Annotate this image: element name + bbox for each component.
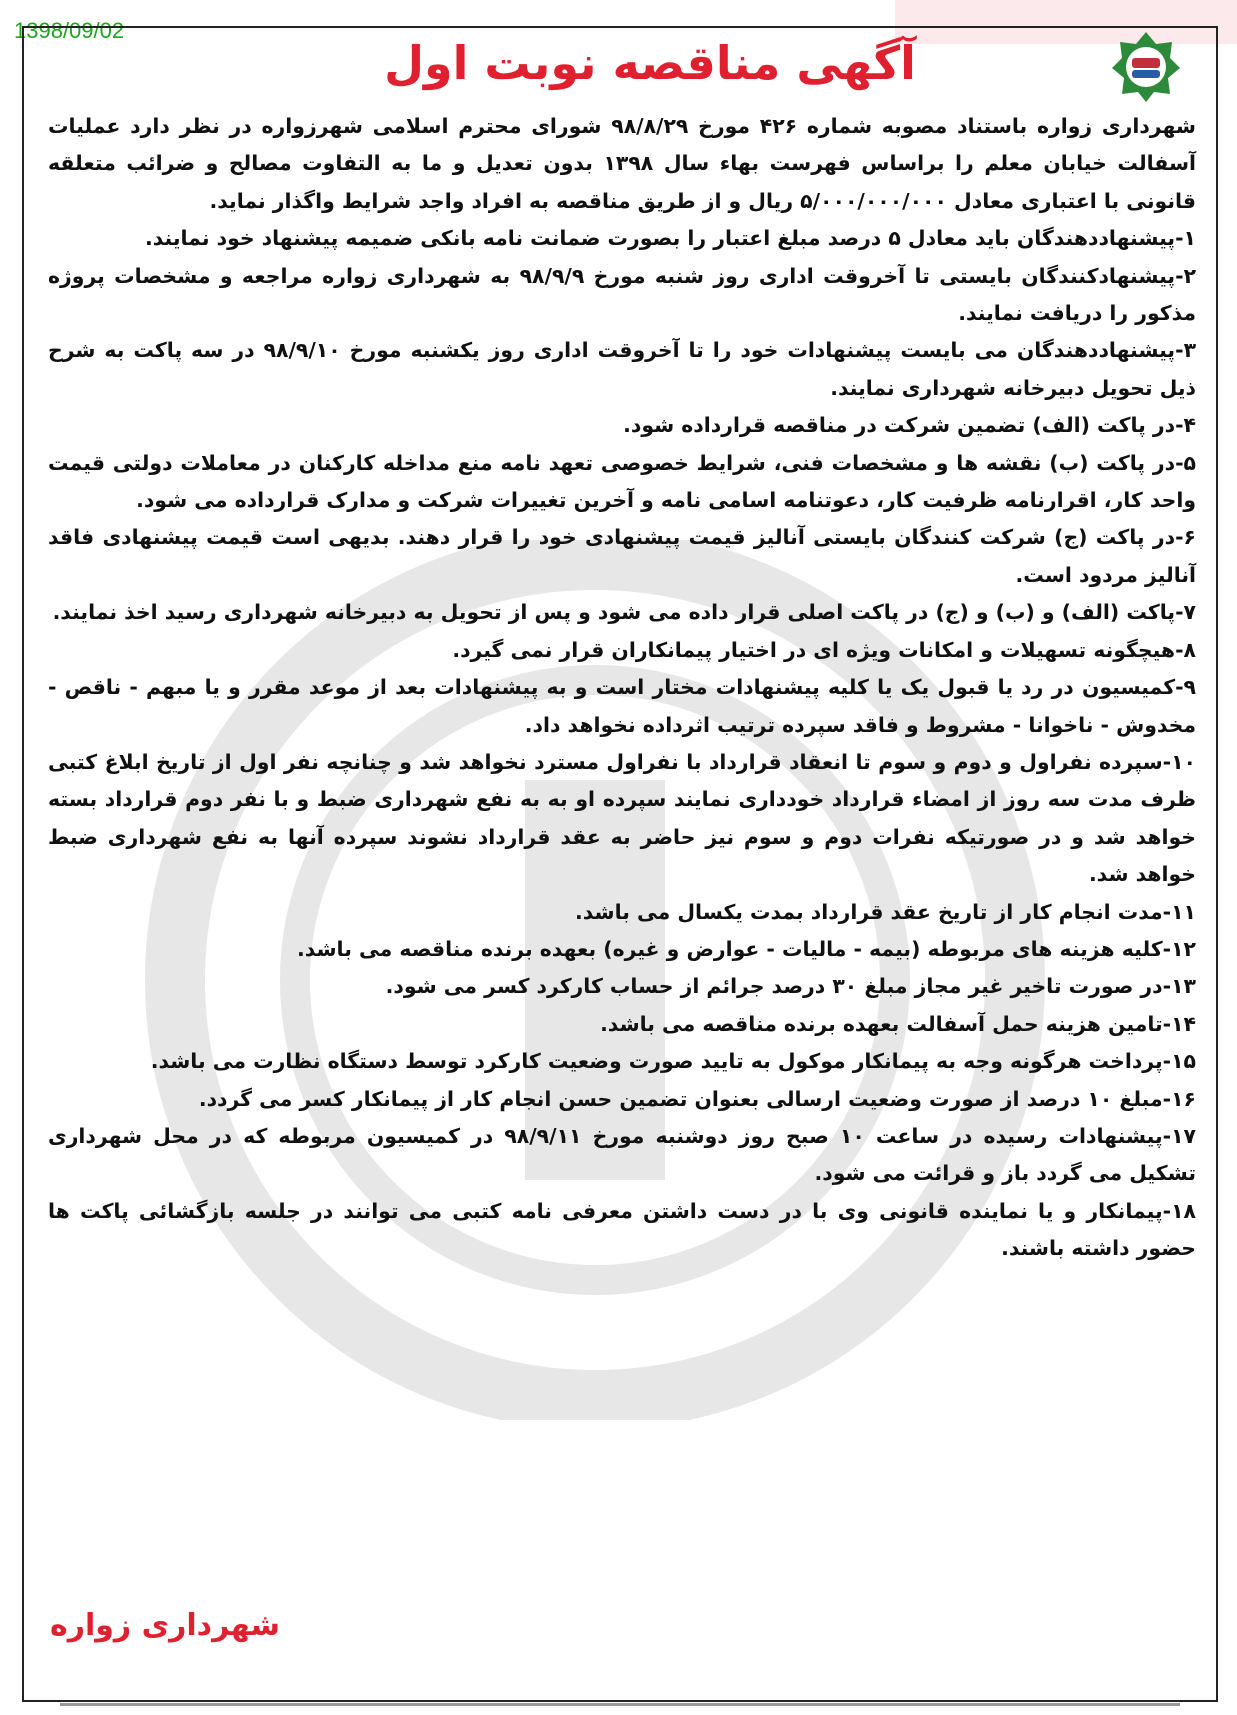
clause-2: ۲-پیشنهادکنندگان بایستی تا آخروقت اداری روز شنبه مورخ ۹۸/۹/۹ به شهرداری زواره مراجعه و مشخصات پروژه مذکور را دریافت نمایند. [48,263,1197,326]
clause-11: ۱۱-مدت انجام کار از تاریخ عقد قرارداد بمدت یکسال می باشد. [575,899,1196,924]
clause-9: ۹-کمیسیون در رد یا قبول یک یا کلیه پیشنهادات مختار است و به پیشنهادات بعد از موعد مقرر و یا مبهم - ناقص - مخدوش - ناخوانا - مشروط و فاقد سپرده ترتیب اثرداده نخواهد داد. [48,675,1196,737]
clause-1: ۱-پیشنهاددهندگان باید معادل ۵ درصد مبلغ اعتبار را بصورت ضمانت نامه بانکی ضمیمه پیشنهاد خود نمایند. [145,226,1196,251]
signature: شهرداری زواره [50,1608,281,1643]
clause-15: ۱۵-پرداخت هرگونه وجه به پیمانکار موکول به تایید صورت وضعیت کارکرد توسط دستگاه نظارت می باشد. [150,1049,1196,1074]
clause-10: ۱۰-سپرده نفراول و دوم و سوم تا انعقاد قرارداد با نفراول مسترد نخواهد شد و چنانچه نفر اول از تاریخ ابلاغ کتبی ظرف مدت سه روز از امضاء قرارداد خودداری نمایند سپرده او به به نفع شهرداری ضبط و با نفر دوم قرارداد بسته خواهد شد و در صورتیکه نفرات دوم و سوم نیز حاضر به عقد قرارداد نشوند سپرده آنها به نفع شهرداری ضبط خواهد شد. [48,749,1196,887]
notice-body [48,108,1196,1268]
municipality-emblem-icon [1110,30,1182,102]
notice-title: آگهی مناقصه نوبت اول [384,36,916,90]
clause-7: ۷-پاکت (الف) و (ب) و (ج) در پاکت اصلی قرار داده می شود و پس از تحویل به دبیرخانه شهرداری رسید اخذ نمایند. [52,600,1196,625]
clause-12: ۱۲-کلیه هزینه های مربوطه (بیمه - مالیات - عوارض و غیره) بعهده برنده مناقصه می باشد. [296,936,1196,961]
clause-17: ۱۷-پیشنهادات رسیده در ساعت ۱۰ صبح روز دوشنبه مورخ ۹۸/۹/۱۱ در کمیسیون مربوطه که در محل شهرداری تشکیل می گردد باز و قرائت می شود. [48,1123,1197,1186]
clause-13: ۱۳-در صورت تاخیر غیر مجاز مبلغ ۳۰ درصد جرائم از حساب کارکرد کسر می شود. [385,974,1196,999]
clause-3: ۳-پیشنهاددهندگان می بایست پیشنهادات خود را تا آخروقت اداری روز یکشنبه مورخ ۹۸/۹/۱۰ در سه پاکت به شرح ذیل تحویل دبیرخانه شهرداری نمایند. [48,338,1197,400]
date-stamp: 1398/09/02 [14,18,125,43]
clause-4: ۴-در پاکت (الف) تضمین شرکت در مناقصه قرارداده شود. [623,413,1196,438]
clause-16: ۱۶-مبلغ ۱۰ درصد از صورت وضعیت ارسالی بعنوان تضمین حسن انجام کار از پیمانکار کسر می گردد. [198,1086,1196,1111]
clause-6: ۶-در پاکت (ج) شرکت کنندگان بایستی آنالیز قیمت پیشنهادی خود را قرار دهند. بدیهی است قیمت پیشنهادی فاقد آنالیز مردود است. [48,525,1196,587]
clause-5: ۵-در پاکت (ب) نقشه ها و مشخصات فنی، شرایط خصوصی تعهد نامه منع مداخله کارکنان در معاملات دولتی قیمت واحد کار، اقرارنامه ظرفیت کار، دعوتنامه اسامی نامه و آخرین تغییرات شرکت و مدارک قرارداده می شود. [48,450,1196,513]
bottom-rule [60,1703,1180,1706]
clause-18: ۱۸-پیمانکار و یا نماینده قانونی وی با در دست داشتن معرفی نامه کتبی می توانند در جلسه بازگشائی پاکت ها حضور داشته باشند. [48,1198,1196,1261]
clause-14: ۱۴-تامین هزینه حمل آسفالت بعهده برنده مناقصه می باشد. [600,1011,1196,1036]
notice-intro: شهرداری زواره باستناد مصوبه شماره ۴۲۶ مورخ ۹۸/۸/۲۹ شورای محترم اسلامی شهرزواره در نظر دارد عملیات آسفالت خیابان معلم را براساس فهرست بهاء سال ۱۳۹۸ بدون تعدیل و ما به التفاوت مصالح و ضرائب متعلقه قانونی با اعتباری معادل ۵/۰۰۰/۰۰۰/۰۰۰ ریال و از طریق مناقصه به افراد واجد شرایط واگذار نماید. [48,114,1196,213]
clause-8: ۸-هیچگونه تسهیلات و امکانات ویژه ای در اختیار پیمانکاران قرار نمی گیرد. [452,637,1196,662]
